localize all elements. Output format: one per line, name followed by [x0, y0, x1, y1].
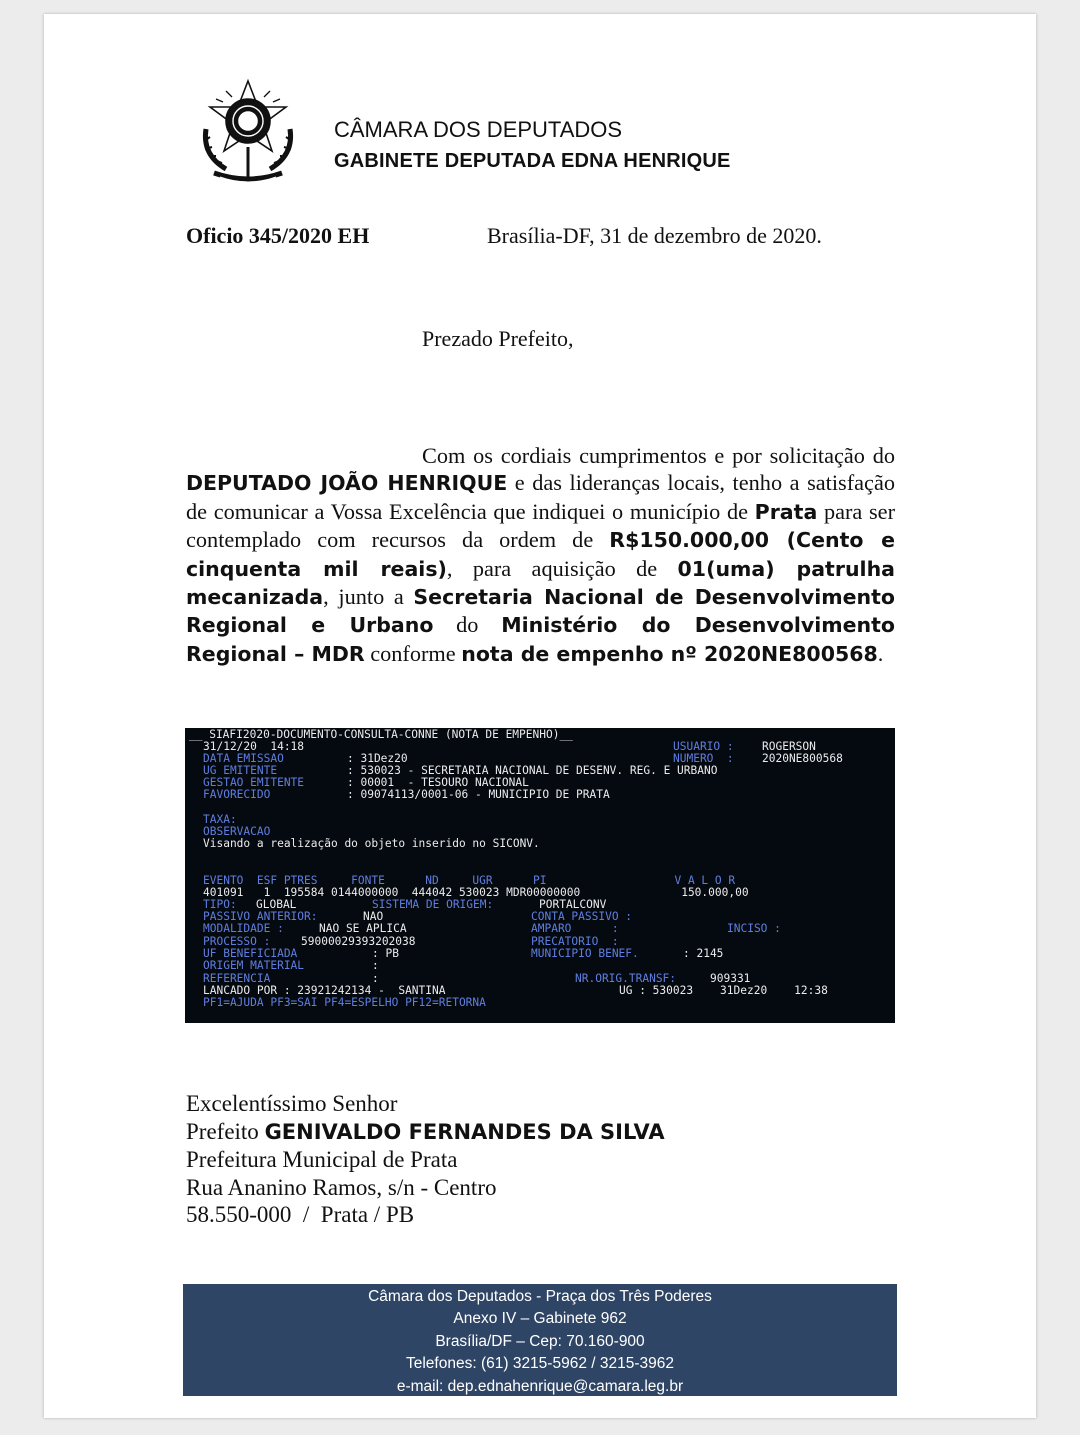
institution-name: CÂMARA DOS DEPUTADOS: [334, 117, 623, 142]
body-text-segment: Com os cordiais cumprimentos e por solicitação do: [422, 443, 895, 468]
origem-value: :: [372, 959, 379, 972]
body-text-segment: , junto a: [323, 584, 414, 610]
body-text-segment: para ser contemplado com recursos da ordem de: [186, 498, 895, 553]
recipient-title-line: [186, 1118, 665, 1147]
tipo-value: GLOBAL: [256, 898, 297, 911]
body-bold-segment: nota de empenho nº 2020NE800568: [461, 641, 878, 666]
terminal-datetime: 31/12/20 14:18: [203, 740, 305, 753]
usuario-value: ROGERSON: [762, 740, 816, 753]
passivo-label: PASSIVO ANTERIOR:: [203, 910, 318, 923]
recipient-cep-city: 58.550-000 / Prata / PB: [186, 1202, 415, 1227]
recipient-salutation: Excelentíssimo Senhor: [186, 1091, 398, 1116]
uf-label: UF BENEFICIADA: [203, 947, 298, 960]
body-bold-segment: DEPUTADO JOÃO HENRIQUE: [186, 471, 508, 496]
usuario-label: USUARIO :: [673, 740, 734, 753]
brazil-coat-of-arms-icon: [196, 77, 300, 187]
passivo-value: NAO: [363, 910, 384, 923]
gestao-label: GESTAO EMITENTE: [203, 776, 305, 789]
pf-keys: PF1=AJUDA PF3=SAI PF4=ESPELHO PF12=RETORNA: [203, 996, 486, 1009]
recipient-title: Prefeito: [186, 1118, 259, 1144]
footer-line: Anexo IV – Gabinete 962: [453, 1310, 627, 1328]
referencia-value: :: [372, 972, 379, 985]
favorecido-label: FAVORECIDO: [203, 788, 271, 801]
table-row: 401091 1 195584 0144000000 444042 530023 MDR00000000 150.000,00: [203, 886, 749, 899]
body-bold-segment: 01(uma) patrulha mecanizada: [186, 556, 895, 610]
recipient-block: [186, 1090, 665, 1229]
footer-line: Câmara dos Deputados - Praça dos Três Poderes: [368, 1288, 712, 1305]
data-emissao-label: DATA EMISSAO: [203, 752, 284, 765]
ug-line: UG : 530023 31Dez20 12:38: [619, 984, 828, 997]
municipio-label: MUNICIPIO BENEF.: [531, 947, 639, 960]
body-bold-segment: Secretaria Nacional de Desenvolvimento Regional e Urbano: [186, 585, 896, 638]
data-emissao-value: : 31Dez20: [347, 752, 408, 765]
nr-orig-label: NR.ORIG.TRANSF:: [575, 972, 677, 985]
conta-passivo-label: CONTA PASSIVO :: [531, 910, 633, 923]
recipient-street: Rua Ananino Ramos, s/n - Centro: [186, 1174, 497, 1200]
processo-label: PROCESSO :: [203, 935, 271, 948]
body-text-segment: .: [877, 640, 884, 666]
recipient-org: Prefeitura Municipal de Prata: [186, 1147, 458, 1172]
table-header: EVENTO ESF PTRES FONTE ND UGR PI V A L O R: [203, 874, 736, 887]
body-bold-segment: Ministério do Desenvolvimento Regional – MDR: [186, 613, 895, 666]
terminal-title: __ SIAFI2020-DOCUMENTO-CONSULTA-CONNE (NOTA DE EMPENHO)__: [189, 728, 573, 741]
favorecido-value: : 09074113/0001-06 - MUNICIPIO DE PRATA: [347, 788, 610, 801]
body-text-segment: e das lideranças locais, tenho a satisfação de comunicar a Vossa Excelência que indiquei o município de: [186, 470, 895, 524]
siafi-terminal-screenshot: [185, 728, 895, 1023]
origem-label: ORIGEM MATERIAL: [203, 959, 305, 972]
gestao-value: : 00001 - TESOURO NACIONAL: [347, 776, 529, 789]
numero-label: NUMERO :: [673, 752, 734, 765]
body-bold-segment: R$150.000,00 (Cento e cinquenta mil reais): [186, 528, 895, 581]
observacao-label: OBSERVACAO: [203, 825, 271, 838]
letter-page: [44, 14, 1036, 1418]
modalidade-value: NAO SE APLICA: [319, 922, 407, 935]
office-name: GABINETE DEPUTADA EDNA HENRIQUE: [334, 150, 731, 172]
ug-emitente-value: : 530023 - SECRETARIA NACIONAL DE DESENV. REG. E URBANO: [347, 764, 718, 777]
footer-email[interactable]: e-mail: dep.ednahenrique@camara.leg.br: [396, 1377, 684, 1395]
footer-line: Telefones: (61) 3215-5962 / 3215-3962: [405, 1355, 674, 1373]
body-text-segment: , para aquisição de: [446, 555, 678, 581]
place-date: Brasília-DF, 31 de dezembro de 2020.: [487, 223, 822, 248]
ug-emitente-label: UG EMITENTE: [203, 764, 278, 777]
lancado-line: LANCADO POR : 23921242134 - SANTINA: [203, 984, 446, 997]
letter-body: [186, 442, 895, 668]
footer-contact-box: [183, 1284, 897, 1396]
body-text-segment: do: [433, 612, 502, 638]
observacao-value: Visando a realização do objeto inserido no SICONV.: [203, 837, 540, 850]
amparo-label: AMPARO :: [531, 922, 619, 935]
modalidade-label: MODALIDADE :: [203, 922, 284, 935]
municipio-value: : 2145: [683, 947, 724, 960]
uf-value: : PB: [372, 947, 399, 960]
body-bold-segment: Prata: [754, 499, 818, 524]
processo-value: 59000029393202038: [301, 935, 416, 948]
inciso-label: INCISO :: [727, 922, 781, 935]
taxa-label: TAXA:: [203, 813, 237, 826]
precatorio-label: PRECATORIO :: [531, 935, 619, 948]
recipient-name: GENIVALDO FERNANDES DA SILVA: [264, 1119, 665, 1144]
letter-reference: Oficio 345/2020 EH: [186, 223, 370, 248]
numero-value: 2020NE800568: [762, 752, 843, 765]
nr-orig-value: 909331: [710, 972, 751, 985]
sistema-label: SISTEMA DE ORIGEM:: [372, 898, 494, 911]
greeting: Prezado Prefeito,: [422, 326, 574, 351]
sistema-value: PORTALCONV: [539, 898, 607, 911]
body-text-segment: conforme: [364, 640, 462, 666]
footer-line: Brasília/DF – Cep: 70.160-900: [435, 1332, 645, 1350]
referencia-label: REFERENCIA: [203, 972, 271, 985]
tipo-label: TIPO:: [203, 898, 237, 911]
